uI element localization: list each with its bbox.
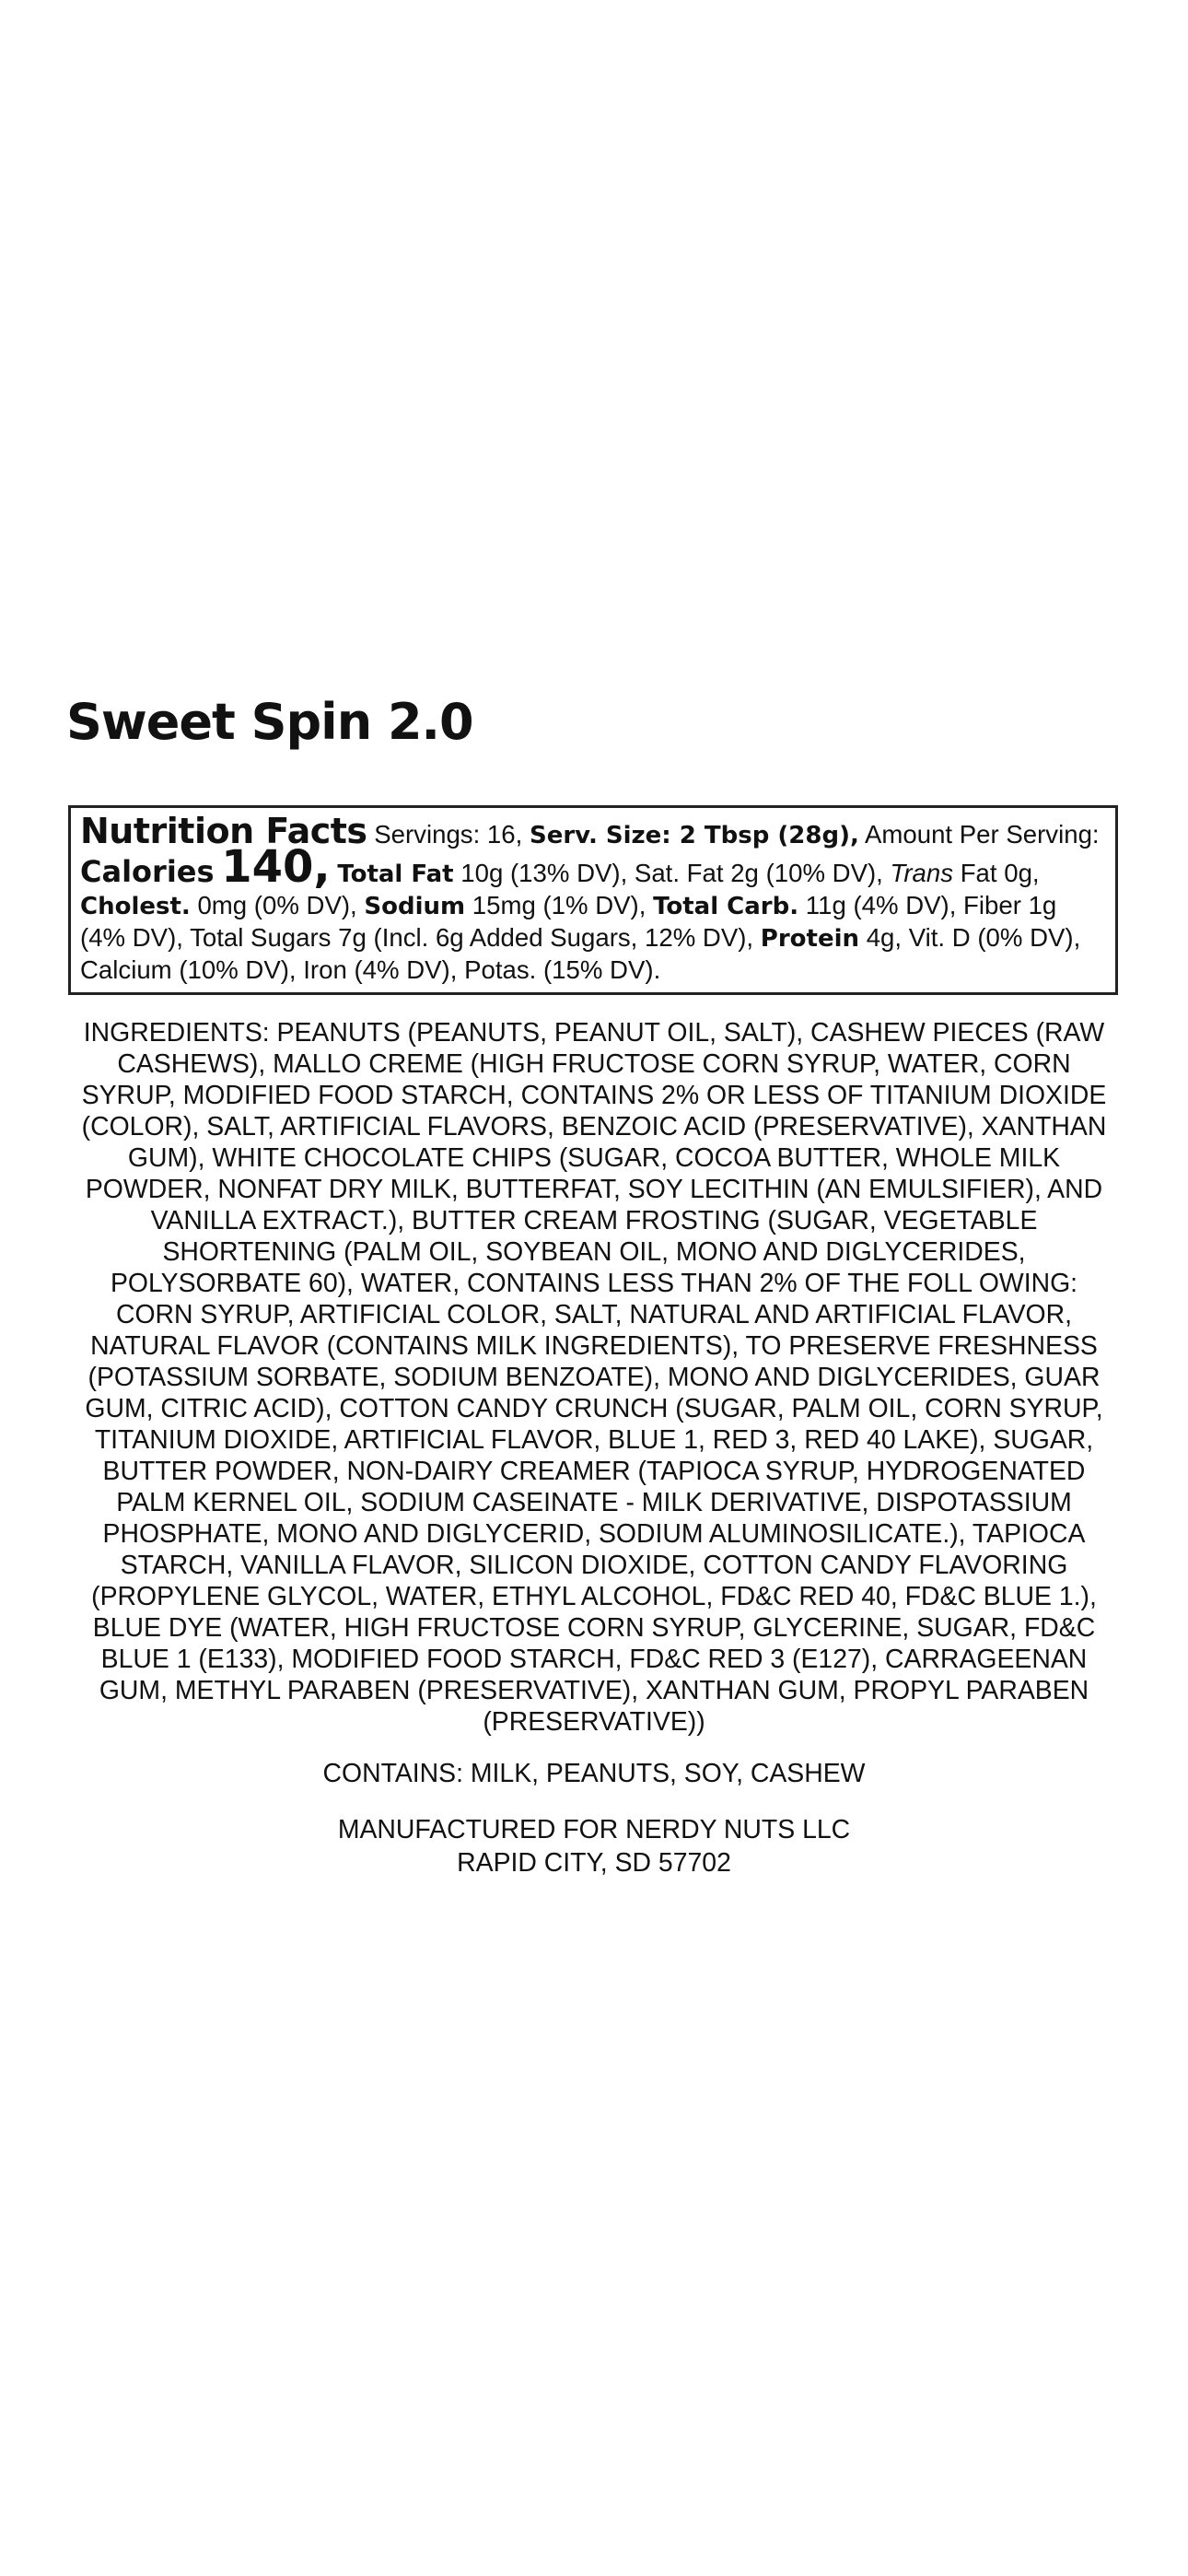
calories-value: 140, [221, 841, 331, 893]
total-fat-label: Total Fat [337, 861, 454, 888]
total-fat-value: 10g (13% DV), Sat. Fat 2g (10% DV), [460, 859, 883, 887]
product-title: Sweet Spin 2.0 [66, 693, 473, 751]
total-carb-label: Total Carb. [653, 893, 799, 920]
ingredients-text: INGREDIENTS: PEANUTS (PEANUTS, PEANUT OIL, SALT), CASHEW PIECES (RAW CASHEWS), MALLO CREME (HIGH FRUCTOSE CORN SYRUP, WATER, CORN SYRUP, MODIFIED FOOD STARCH, CONTAINS 2% OR LESS OF TITANIUM DIOXIDE (COLOR), SALT, ARTIFICIAL FLAVORS, BENZOIC ACID (PRESERVATIVE), XANTHAN GUM), WHITE CHOCOLATE CHIPS (SUGAR, COCOA BUTTER, WHOLE MILK POWDER, NONFAT DRY MILK, BUTTERFAT, SOY LECITHIN (AN EMULSIFIER), AND VANILLA EXTRACT.), BUTTER CREAM FROSTING (SUGAR, VEGETABLE SHORTENING (PALM OIL, SOYBEAN OIL, MONO AND DIGLYCERIDES, POLYSORBATE 60), WATER, CONTAINS LESS THAN 2% OF THE FOLL OWING: CORN SYRUP, ARTIFICIAL COLOR, SALT, NATURAL AND ARTIFICIAL FLAVOR, NATURAL FLAVOR (CONTAINS MILK INGREDIENTS), TO PRESERVE FRESHNESS (POTASSIUM SORBATE, SODIUM BENZOATE), MONO AND DIGLYCERIDES, GUAR GUM, CITRIC ACID), COTTON CANDY CRUNCH (SUGAR, PALM OIL, CORN SYRUP, TITANIUM DIOXIDE, ARTIFICIAL FLAVOR, BLUE 1, RED 3, RED 40 LAKE), SUGAR, BUTTER POWDER, NON-DAIRY CREAMER (TAPIOCA SYRUP, HYDROGENATED PALM KERNEL OIL, SODIUM CASEINATE - MILK DERIVATIVE, DISPOTASSIUM PHOSPHATE, MONO AND DIGLYCERID, SODIUM ALUMINOSILICATE.), TAPIOCA STARCH, VANILLA FLAVOR, SILICON DIOXIDE, COTTON CANDY FLAVORING (PROPYLENE GLYCOL, WATER, ETHYL ALCOHOL, FD&C RED 40, FD&C BLUE 1.), BLUE DYE (WATER, HIGH FRUCTOSE CORN SYRUP, GLYCERINE, SUGAR, FD&C BLUE 1 (E133), MODIFIED FOOD STARCH, FD&C RED 3 (E127), CARRAGEENAN GUM, METHYL PARABEN (PRESERVATIVE), XANTHAN GUM, PROPYL PARABEN (PRESERVATIVE)) [81, 1018, 1107, 1737]
protein-label: Protein [760, 925, 860, 953]
manufacturer-line-1: MANUFACTURED FOR NERDY NUTS LLC [337, 1815, 851, 1844]
trans-fat-label: Trans [890, 859, 954, 887]
servings-text: Servings: 16, [374, 820, 523, 849]
allergen-statement: CONTAINS: MILK, PEANUTS, SOY, CASHEW [322, 1759, 866, 1788]
manufacturer-line-2: RAPID CITY, SD 57702 [457, 1848, 731, 1878]
protein-value: 4g, Vit. D (0% DV), Calcium (10% DV), Iron (4% DV), Potas. (15% DV). [80, 923, 1081, 984]
sodium-label: Sodium [364, 893, 466, 920]
nutrition-facts-heading: Nutrition Facts [80, 811, 367, 851]
amount-per-serving-text: Amount Per Serving: [864, 820, 1100, 849]
nutrition-facts-panel [68, 805, 1118, 995]
manufacturer-info [70, 1813, 1118, 1879]
cholesterol-label: Cholest. [80, 893, 191, 920]
calories-label: Calories [80, 854, 215, 889]
serving-size-text: Serv. Size: 2 Tbsp (28g), [529, 822, 859, 849]
trans-fat-value: Fat 0g, [960, 859, 1040, 887]
cholesterol-value: 0mg (0% DV), [197, 891, 357, 919]
total-carb-value: 11g (4% DV), Fiber 1g (4% DV), Total Sugars 7g (Incl. 6g Added Sugars, 12% DV), [80, 891, 1057, 952]
sodium-value: 15mg (1% DV), [472, 891, 646, 919]
